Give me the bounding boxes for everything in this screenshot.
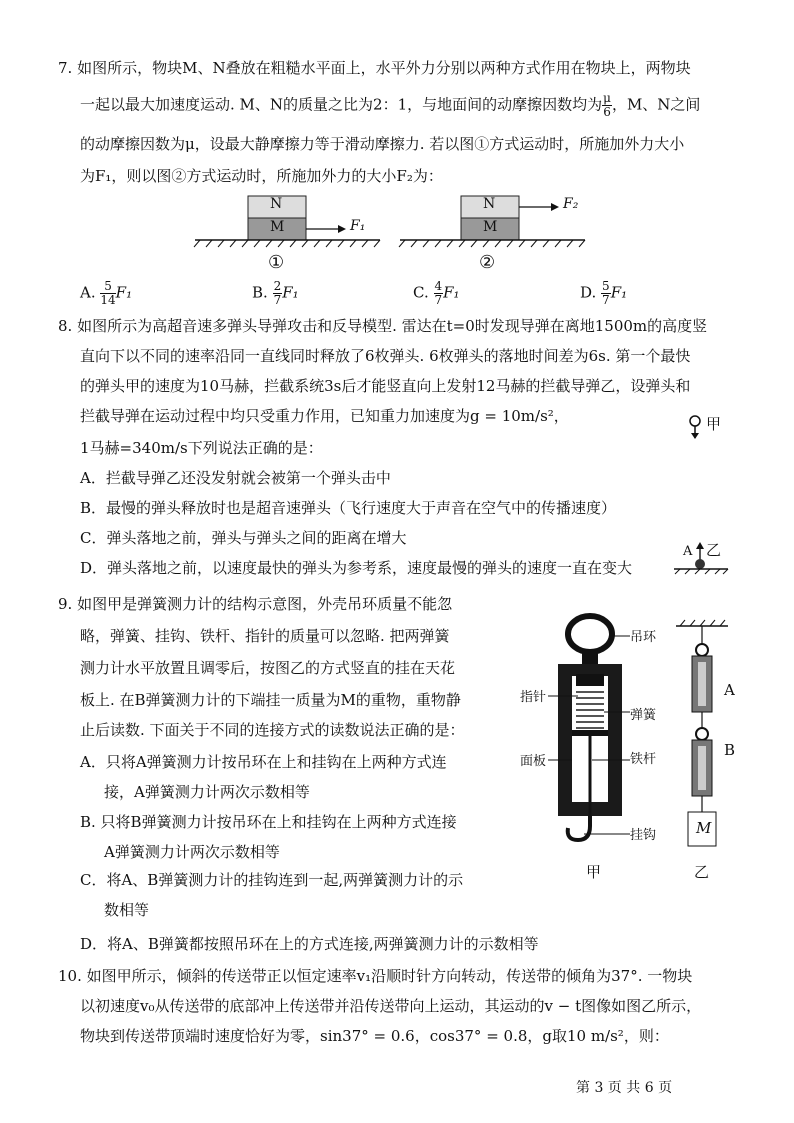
q8-line3: 的弹头甲的速度为10马赫，拦截系统3s后才能竖直向上发射12马赫的拦截导弹乙，设弹头和 bbox=[80, 377, 691, 395]
q7-figure-1 bbox=[190, 192, 390, 282]
q7-option-a: A. $\frac{5}{14}$ F₁ bbox=[80, 279, 133, 307]
q7-option-c: C. $\frac{4}{7}$ F₁ bbox=[413, 279, 460, 307]
q8-option-d: D．弹头落地之前，以速度最快的弹头为参考系，速度最慢的弹头的速度一直在变大 bbox=[80, 559, 633, 577]
q8-fig-yi: 乙 bbox=[706, 541, 722, 559]
q9-option-b-2: A弹簧测力计两次示数相等 bbox=[104, 843, 280, 861]
q9-option-d: D．将A、B弹簧都按照吊环在上的方式连接,两弹簧测力计的示数相等 bbox=[80, 935, 539, 953]
q9-line2: 略，弹簧、挂钩、铁杆、指针的质量可以忽略. 把两弹簧 bbox=[80, 627, 450, 645]
q9-line5: 止后读数. 下面关于不同的连接方式的读数说法正确的是： bbox=[80, 721, 465, 739]
q7-fig2-label: ② bbox=[479, 252, 496, 273]
q9-fig-a: A bbox=[724, 681, 735, 699]
q8-option-b: B．最慢的弹头释放时也是超音速弹头（飞行速度大于声音在空气中的传播速度） bbox=[80, 499, 617, 517]
q9-option-c-2: 数相等 bbox=[104, 901, 150, 919]
q8-line1: 8. 如图所示为高超音速多弹头导弹攻击和反导模型. 雷达在t=0时发现导弹在离地1500m的高度竖 bbox=[58, 317, 708, 335]
q7-line1: 7. 如图所示，物块M、N叠放在粗糙水平面上，水平外力分别以两种方式作用在物块上，两物块 bbox=[58, 59, 691, 77]
q9-option-b-1: B. 只将B弹簧测力计按吊环在上和挂钩在上两种方式连接 bbox=[80, 813, 457, 831]
q7-fig2-block-n: N bbox=[483, 196, 496, 212]
label-pointer: 指针 bbox=[520, 690, 547, 705]
q7-line3: 的动摩擦因数为μ，设最大静摩擦力等于滑动摩擦力. 若以图①方式运动时，所施加外力大小 bbox=[80, 135, 685, 153]
q7-fig1-label: ① bbox=[268, 252, 285, 273]
q9-option-a-1: A．只将A弹簧测力计按吊环在上和挂钩在上两种方式连 bbox=[80, 753, 447, 771]
q8-fig-a: A bbox=[683, 544, 693, 559]
q7-fig1-block-m: M bbox=[270, 219, 285, 235]
q8-option-a: A．拦截导弹乙还没发射就会被第一个弹头击中 bbox=[80, 469, 391, 487]
q8-line2: 直向下以不同的速率沿同一直线同时释放了6枚弹头. 6枚弹头的落地时间差为6s. 第一个最快 bbox=[80, 347, 691, 365]
q7-line2-tail: ，M、N之间 bbox=[611, 95, 701, 114]
q8-fig-jia: 甲 bbox=[706, 415, 722, 433]
label-panel: 面板 bbox=[520, 754, 547, 769]
q7-line2 bbox=[80, 92, 700, 119]
q7-line2-text: 一起以最大加速度运动. M、N的质量之比为2：1，与地面间的动摩擦因数均为 bbox=[80, 95, 603, 114]
q10-line1: 10. 如图甲所示，倾斜的传送带正以恒定速率v₁沿顺时针方向转动，传送带的倾角为37°. 一物块 bbox=[58, 967, 693, 985]
q9-line4: 板上. 在B弹簧测力计的下端挂一质量为M的重物，重物静 bbox=[80, 691, 461, 709]
interceptor-icon bbox=[670, 540, 732, 574]
q10-line3: 物块到传送带顶端时速度恰好为零，sin37° = 0.6，cos37° = 0.8，g取10 m/s²，则： bbox=[80, 1027, 669, 1045]
label-spring: 弹簧 bbox=[630, 708, 657, 723]
label-rod: 铁杆 bbox=[630, 752, 657, 767]
q9-line1: 9. 如图甲是弹簧测力计的结构示意图，外壳吊环质量不能忽 bbox=[58, 595, 453, 613]
label-ring: 吊环 bbox=[630, 630, 657, 645]
q10-line2: 以初速度v₀从传送带的底部冲上传送带并沿传送带向上运动，其运动的v − t图像如图乙所示， bbox=[80, 997, 702, 1015]
q8-line5: 1马赫=340m/s下列说法正确的是： bbox=[80, 439, 323, 457]
q9-fig-jia: 甲 bbox=[586, 863, 602, 881]
warhead-icon bbox=[688, 414, 702, 440]
q9-line3: 测力计水平放置且调零后，按图乙的方式竖直的挂在天花 bbox=[80, 659, 456, 677]
q9-option-c-1: C．将A、B弹簧测力计的挂钩连到一起,两弹簧测力计的示 bbox=[80, 871, 464, 889]
q9-option-a-2: 接，A弹簧测力计两次示数相等 bbox=[104, 783, 310, 801]
q9-fig-yi: 乙 bbox=[694, 863, 710, 881]
q7-line4: 为F₁，则以图②方式运动时，所施加外力的大小F₂为： bbox=[80, 167, 443, 185]
q8-line4: 拦截导弹在运动过程中均只受重力作用，已知重力加速度为g = 10m/s²， bbox=[80, 407, 569, 425]
q8-option-c: C．弹头落地之前，弹头与弹头之间的距离在增大 bbox=[80, 529, 407, 547]
page-footer: 第 3 页 共 6 页 bbox=[576, 1080, 673, 1096]
q7-fig2-block-m: M bbox=[483, 219, 498, 235]
q7-fraction: $\frac{\mu}{6}$ bbox=[603, 91, 611, 119]
q9-fig-m: M bbox=[696, 819, 712, 837]
q7-fig2-force: F₂ bbox=[563, 196, 579, 212]
q9-fig-b: B bbox=[724, 741, 736, 759]
q7-option-b: B. $\frac{2}{7}$ F₁ bbox=[252, 279, 299, 307]
label-hook: 挂钩 bbox=[630, 828, 657, 843]
q7-option-d: D. $\frac{5}{7}$ F₁ bbox=[580, 279, 628, 307]
q7-fig1-force: F₁ bbox=[350, 218, 366, 234]
q7-fig1-block-n: N bbox=[270, 196, 283, 212]
spring-balance-leader-lines bbox=[548, 612, 638, 852]
q7-figure-1-drawing bbox=[190, 192, 390, 282]
q7-figure-2 bbox=[395, 192, 595, 282]
